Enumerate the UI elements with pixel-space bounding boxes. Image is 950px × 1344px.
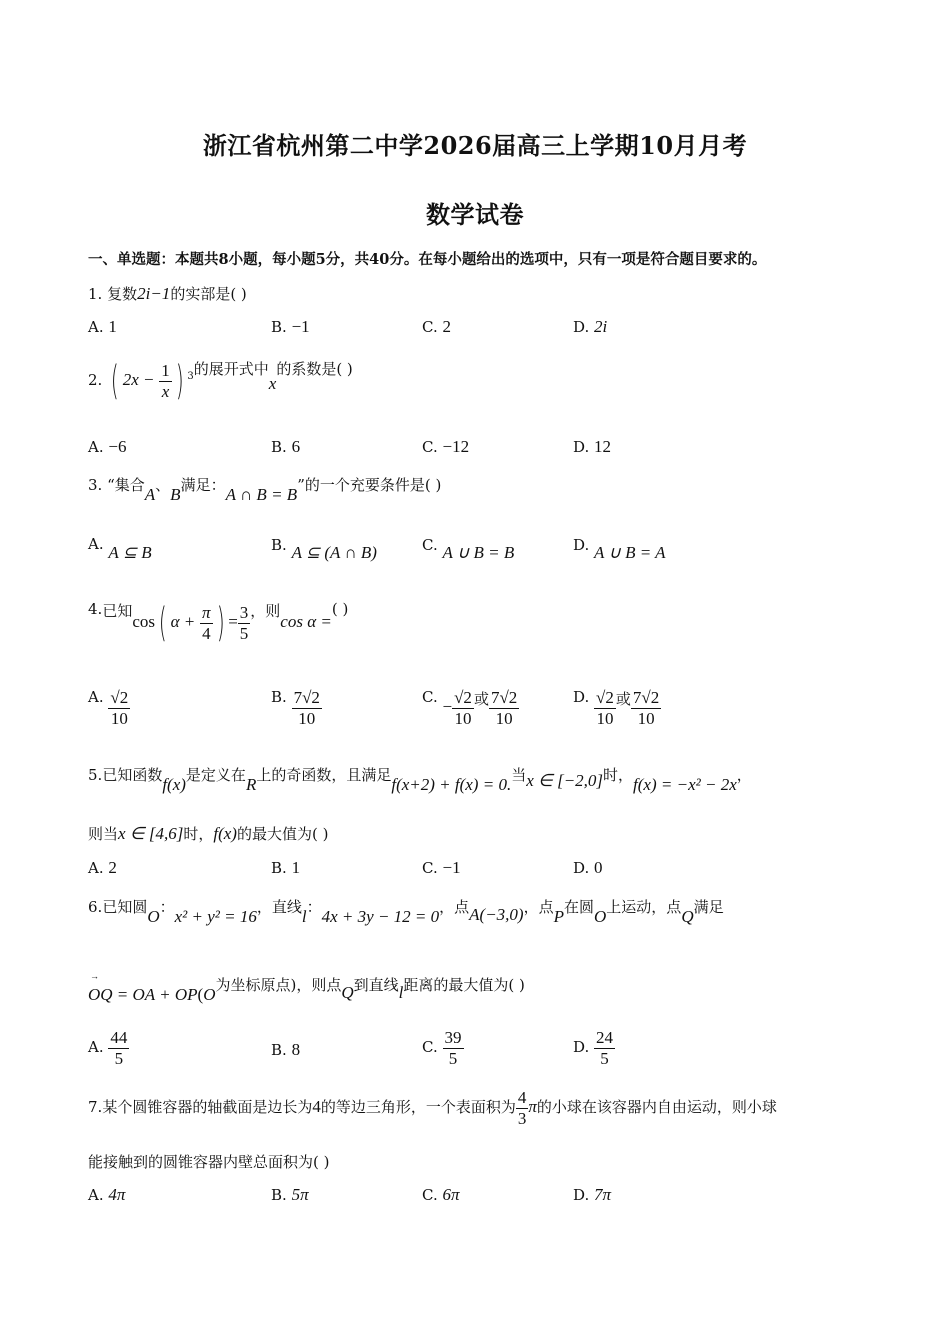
option-label: B.: [271, 318, 287, 336]
math-expr: f(x): [213, 824, 237, 843]
math-expr: 2x −: [122, 370, 155, 389]
frac-num: 7√2: [490, 688, 518, 707]
question-number: 2.: [88, 371, 103, 389]
option-c[interactable]: [422, 317, 451, 337]
option-b[interactable]: [271, 1040, 300, 1060]
option-a[interactable]: [88, 1185, 125, 1205]
option-value: −6: [108, 437, 127, 456]
question-text: ，则: [250, 602, 281, 620]
option-label: C.: [422, 859, 438, 877]
question-text: 的展开式中: [193, 360, 269, 378]
option-b[interactable]: [271, 688, 322, 728]
question-text: 已知圆: [102, 898, 148, 916]
option-b[interactable]: [271, 1185, 309, 1205]
option-label: A.: [88, 688, 104, 706]
math-var: O: [594, 907, 607, 926]
question-text: 已知: [102, 602, 133, 620]
question-text: 满足: [693, 898, 724, 916]
question-number: 3.: [88, 476, 103, 494]
math-expr: x ∈ [4,6]: [118, 824, 184, 843]
fraction: [594, 688, 616, 728]
question-text: 则当: [88, 825, 119, 843]
option-c[interactable]: [422, 437, 469, 457]
option-label: D.: [573, 688, 590, 706]
option-value: 1: [108, 317, 117, 336]
question-text: 复数: [107, 285, 138, 303]
frac-den: 10: [298, 708, 316, 728]
fraction: [452, 688, 474, 728]
option-label: C.: [422, 318, 438, 336]
frac-den: 10: [637, 708, 655, 728]
question-6: [88, 896, 724, 926]
frac-num: √2: [110, 688, 129, 707]
option-label: B.: [271, 536, 287, 554]
option-label: B.: [271, 688, 287, 706]
math-var: π: [528, 1097, 537, 1117]
question-text: 上的奇函数，且满足: [256, 766, 392, 784]
frac-den: 5: [114, 1048, 124, 1068]
question-4: 4.已知cos( α + $\frac{\pi}{4}$ ) = $\frac{3}{5}$ ，则cos α =( ): [88, 600, 349, 646]
question-7: [88, 1088, 777, 1128]
math-var: l: [301, 907, 307, 926]
option-value: A ∪ B = B: [442, 543, 515, 562]
question-text: 为坐标原点)，则点: [215, 976, 342, 994]
frac-den: 5: [448, 1048, 458, 1068]
math-expr: x² + y² = 16: [174, 907, 257, 926]
option-c[interactable]: [422, 1185, 460, 1205]
option-value: 4π: [108, 1185, 126, 1204]
option-label: C.: [422, 536, 438, 554]
frac-num: 7√2: [632, 688, 660, 707]
option-label: B.: [271, 1186, 287, 1204]
math-var: O: [203, 985, 216, 1004]
exam-subtitle: 数学试卷: [426, 200, 524, 229]
option-d[interactable]: [573, 1185, 611, 1205]
option-value: 2i: [594, 317, 608, 336]
option-a[interactable]: [88, 688, 130, 728]
option-value: 12: [594, 437, 612, 456]
frac-num: 4: [517, 1088, 527, 1107]
option-b[interactable]: [271, 437, 300, 457]
math-var: l: [398, 983, 404, 1002]
math-var: B: [170, 485, 181, 504]
math-num: 4: [312, 1097, 321, 1117]
question-1: [88, 283, 247, 304]
fraction: [292, 688, 322, 728]
option-value: 6π: [442, 1185, 460, 1204]
question-text: ，直线: [256, 898, 302, 916]
vector-expr: → OQ = OA + OP: [88, 985, 198, 1005]
option-label: A.: [88, 1186, 104, 1204]
frac-num: 7√2: [293, 688, 320, 707]
question-text: ，: [736, 766, 752, 784]
option-value: 6: [291, 437, 301, 456]
option-a[interactable]: [88, 858, 117, 878]
option-b[interactable]: [271, 858, 300, 878]
question-text: 的等边三角形，一个表面积为: [320, 1098, 516, 1117]
option-label: A.: [88, 438, 104, 456]
math-expr: f(x): [162, 775, 186, 794]
math-op: −: [442, 697, 453, 717]
option-label: D.: [573, 859, 590, 877]
option-value: −1: [291, 317, 310, 336]
math-var: Q: [341, 983, 354, 1002]
question-text: 、: [155, 476, 171, 494]
option-label: D.: [573, 536, 590, 554]
math-var: P: [553, 907, 564, 926]
fraction: [200, 603, 213, 643]
option-c[interactable]: [422, 535, 515, 562]
question-text: 是定义在: [185, 766, 246, 784]
question-text: ：: [306, 898, 322, 916]
frac-num: √2: [454, 688, 472, 707]
fraction: [238, 603, 251, 643]
frac-den: x: [161, 381, 170, 401]
math-var: R: [245, 775, 257, 794]
option-d[interactable]: [573, 437, 611, 457]
option-d[interactable]: [573, 535, 666, 562]
question-text: 距离的最大值为( ): [403, 976, 525, 994]
question-3: [88, 474, 442, 504]
option-c[interactable]: [422, 858, 461, 878]
question-number: 1.: [88, 285, 103, 303]
option-label: C.: [422, 438, 438, 456]
option-value: 5π: [291, 1185, 309, 1204]
math-var: Q: [681, 907, 694, 926]
option-label: D.: [573, 1186, 590, 1204]
option-value: 0: [594, 858, 603, 877]
question-number: 7.: [88, 1098, 103, 1117]
question-text: 在圆: [564, 898, 595, 916]
frac-num: √2: [596, 688, 614, 707]
option-a[interactable]: [88, 437, 126, 457]
question-number: 4.: [88, 600, 103, 618]
option-label: D.: [573, 318, 590, 336]
option-a[interactable]: [88, 317, 117, 337]
option-label: B.: [271, 1041, 287, 1059]
frac-den: 3: [517, 1108, 527, 1128]
question-text: ( ): [331, 600, 349, 618]
question-text: ”的一个充要条件是( ): [297, 476, 442, 494]
math-expr: f(x+2) + f(x) = 0.: [391, 775, 512, 794]
exam-title: 浙江省杭州第二中学2026届高三上学期10月月考: [202, 131, 748, 160]
fraction: [108, 1028, 129, 1068]
question-text: 已知函数: [102, 766, 163, 784]
frac-den: 10: [495, 708, 513, 728]
math-expr: f(x) = −x² − 2x: [633, 775, 737, 794]
question-2: 2. ( 2x − $\frac{1}{x}$ ) $^3$的展开式中x的系数是( ): [88, 358, 353, 404]
math-expr: 2i−1: [137, 284, 171, 303]
question-text: 时，: [183, 825, 214, 843]
question-text: ，点: [523, 898, 554, 916]
fraction: [594, 1028, 615, 1068]
frac-num: 44: [110, 1028, 128, 1047]
option-value: 7π: [594, 1185, 612, 1204]
math-expr: A(−3,0): [469, 905, 524, 924]
question-number: 5.: [88, 766, 103, 784]
fraction: [443, 1028, 464, 1068]
option-label: C.: [422, 688, 438, 706]
fraction: [159, 361, 172, 401]
frac-num: π: [202, 602, 211, 622]
math-var: x: [268, 374, 277, 393]
option-value: A ⊆ (A ∩ B): [291, 543, 377, 562]
option-label: A.: [88, 535, 104, 553]
option-value: 8: [291, 1040, 301, 1059]
option-a[interactable]: [88, 1028, 129, 1068]
option-label: A.: [88, 318, 104, 336]
question-text: 到直线: [353, 976, 399, 994]
math-op: (: [197, 985, 204, 1004]
option-text: 或: [473, 690, 489, 708]
option-label: A.: [88, 1038, 104, 1057]
math-expr: A ∩ B = B: [225, 485, 298, 504]
option-a[interactable]: [88, 535, 152, 562]
option-label: C.: [422, 1186, 438, 1204]
option-label: B.: [271, 859, 287, 877]
option-value: 2: [108, 858, 117, 877]
fraction: [108, 688, 130, 728]
frac-den: 5: [239, 623, 249, 643]
math-expr: cos α =: [280, 612, 332, 631]
frac-num: 39: [444, 1028, 462, 1047]
math-op: =: [228, 612, 238, 631]
option-label: A.: [88, 859, 104, 877]
option-text: 或: [615, 690, 631, 708]
option-label: D.: [573, 1038, 590, 1057]
option-value: A ∪ B = A: [594, 543, 666, 562]
question-6-line-2: [88, 974, 525, 1004]
option-value: −1: [442, 858, 461, 877]
math-var: A: [144, 485, 156, 504]
question-number: 6.: [88, 898, 103, 916]
option-c[interactable]: [422, 688, 519, 728]
question-text: ：: [159, 898, 175, 916]
frac-num: 3: [239, 602, 249, 622]
question-5: [88, 764, 752, 794]
question-text: 的最大值为( ): [236, 825, 329, 843]
frac-den: 10: [110, 708, 128, 728]
fraction: [631, 688, 661, 728]
option-value: −12: [442, 437, 470, 456]
question-5-line-2: [88, 823, 328, 844]
frac-num: 24: [596, 1028, 614, 1047]
option-value: A ⊆ B: [108, 543, 152, 562]
option-d[interactable]: [573, 317, 607, 337]
math-func: cos: [132, 612, 155, 631]
question-text: 的实部是( ): [170, 285, 247, 303]
section-heading: 一、单选题：本题共8小题，每小题5分，共40分。在每小题给出的选项中，只有一项是符合题目要求的。: [88, 251, 767, 268]
question-text: 的小球在该容器内自由运动，则小球: [536, 1098, 777, 1117]
frac-den: 4: [202, 623, 211, 643]
exponent: 3: [187, 371, 194, 382]
option-b[interactable]: [271, 535, 377, 562]
fraction: [489, 688, 519, 728]
question-text: 能接触到的圆锥容器内壁总面积为( ): [88, 1153, 330, 1171]
math-expr: x ∈ [−2,0]: [526, 771, 604, 790]
math-var: O: [147, 907, 160, 926]
frac-den: 10: [596, 708, 614, 728]
frac-den: 5: [600, 1048, 609, 1068]
question-text: “集合: [107, 476, 145, 494]
question-text: 上运动，点: [606, 898, 682, 916]
question-text: 时，: [603, 766, 634, 784]
question-text: 当: [511, 766, 527, 784]
question-text: 的系数是( ): [276, 360, 353, 378]
question-text: ，点: [439, 898, 470, 916]
option-d[interactable]: [573, 688, 661, 728]
math-expr: α +: [170, 612, 196, 631]
option-c[interactable]: [422, 1028, 464, 1068]
question-7-line-2: [88, 1151, 329, 1172]
option-d[interactable]: [573, 1028, 615, 1068]
option-value: 2: [442, 317, 451, 336]
option-b[interactable]: [271, 317, 310, 337]
option-value: 1: [291, 858, 301, 877]
math-expr: 4x + 3y − 12 = 0: [321, 907, 440, 926]
option-label: B.: [271, 438, 287, 456]
question-text: 满足：: [180, 476, 226, 494]
question-text: 某个圆锥容器的轴截面是边长为: [102, 1098, 313, 1117]
frac-num: 1: [161, 360, 170, 380]
option-label: D.: [573, 438, 590, 456]
fraction: [516, 1088, 529, 1128]
option-label: C.: [422, 1038, 438, 1057]
option-d[interactable]: [573, 858, 603, 878]
frac-den: 10: [454, 708, 472, 728]
